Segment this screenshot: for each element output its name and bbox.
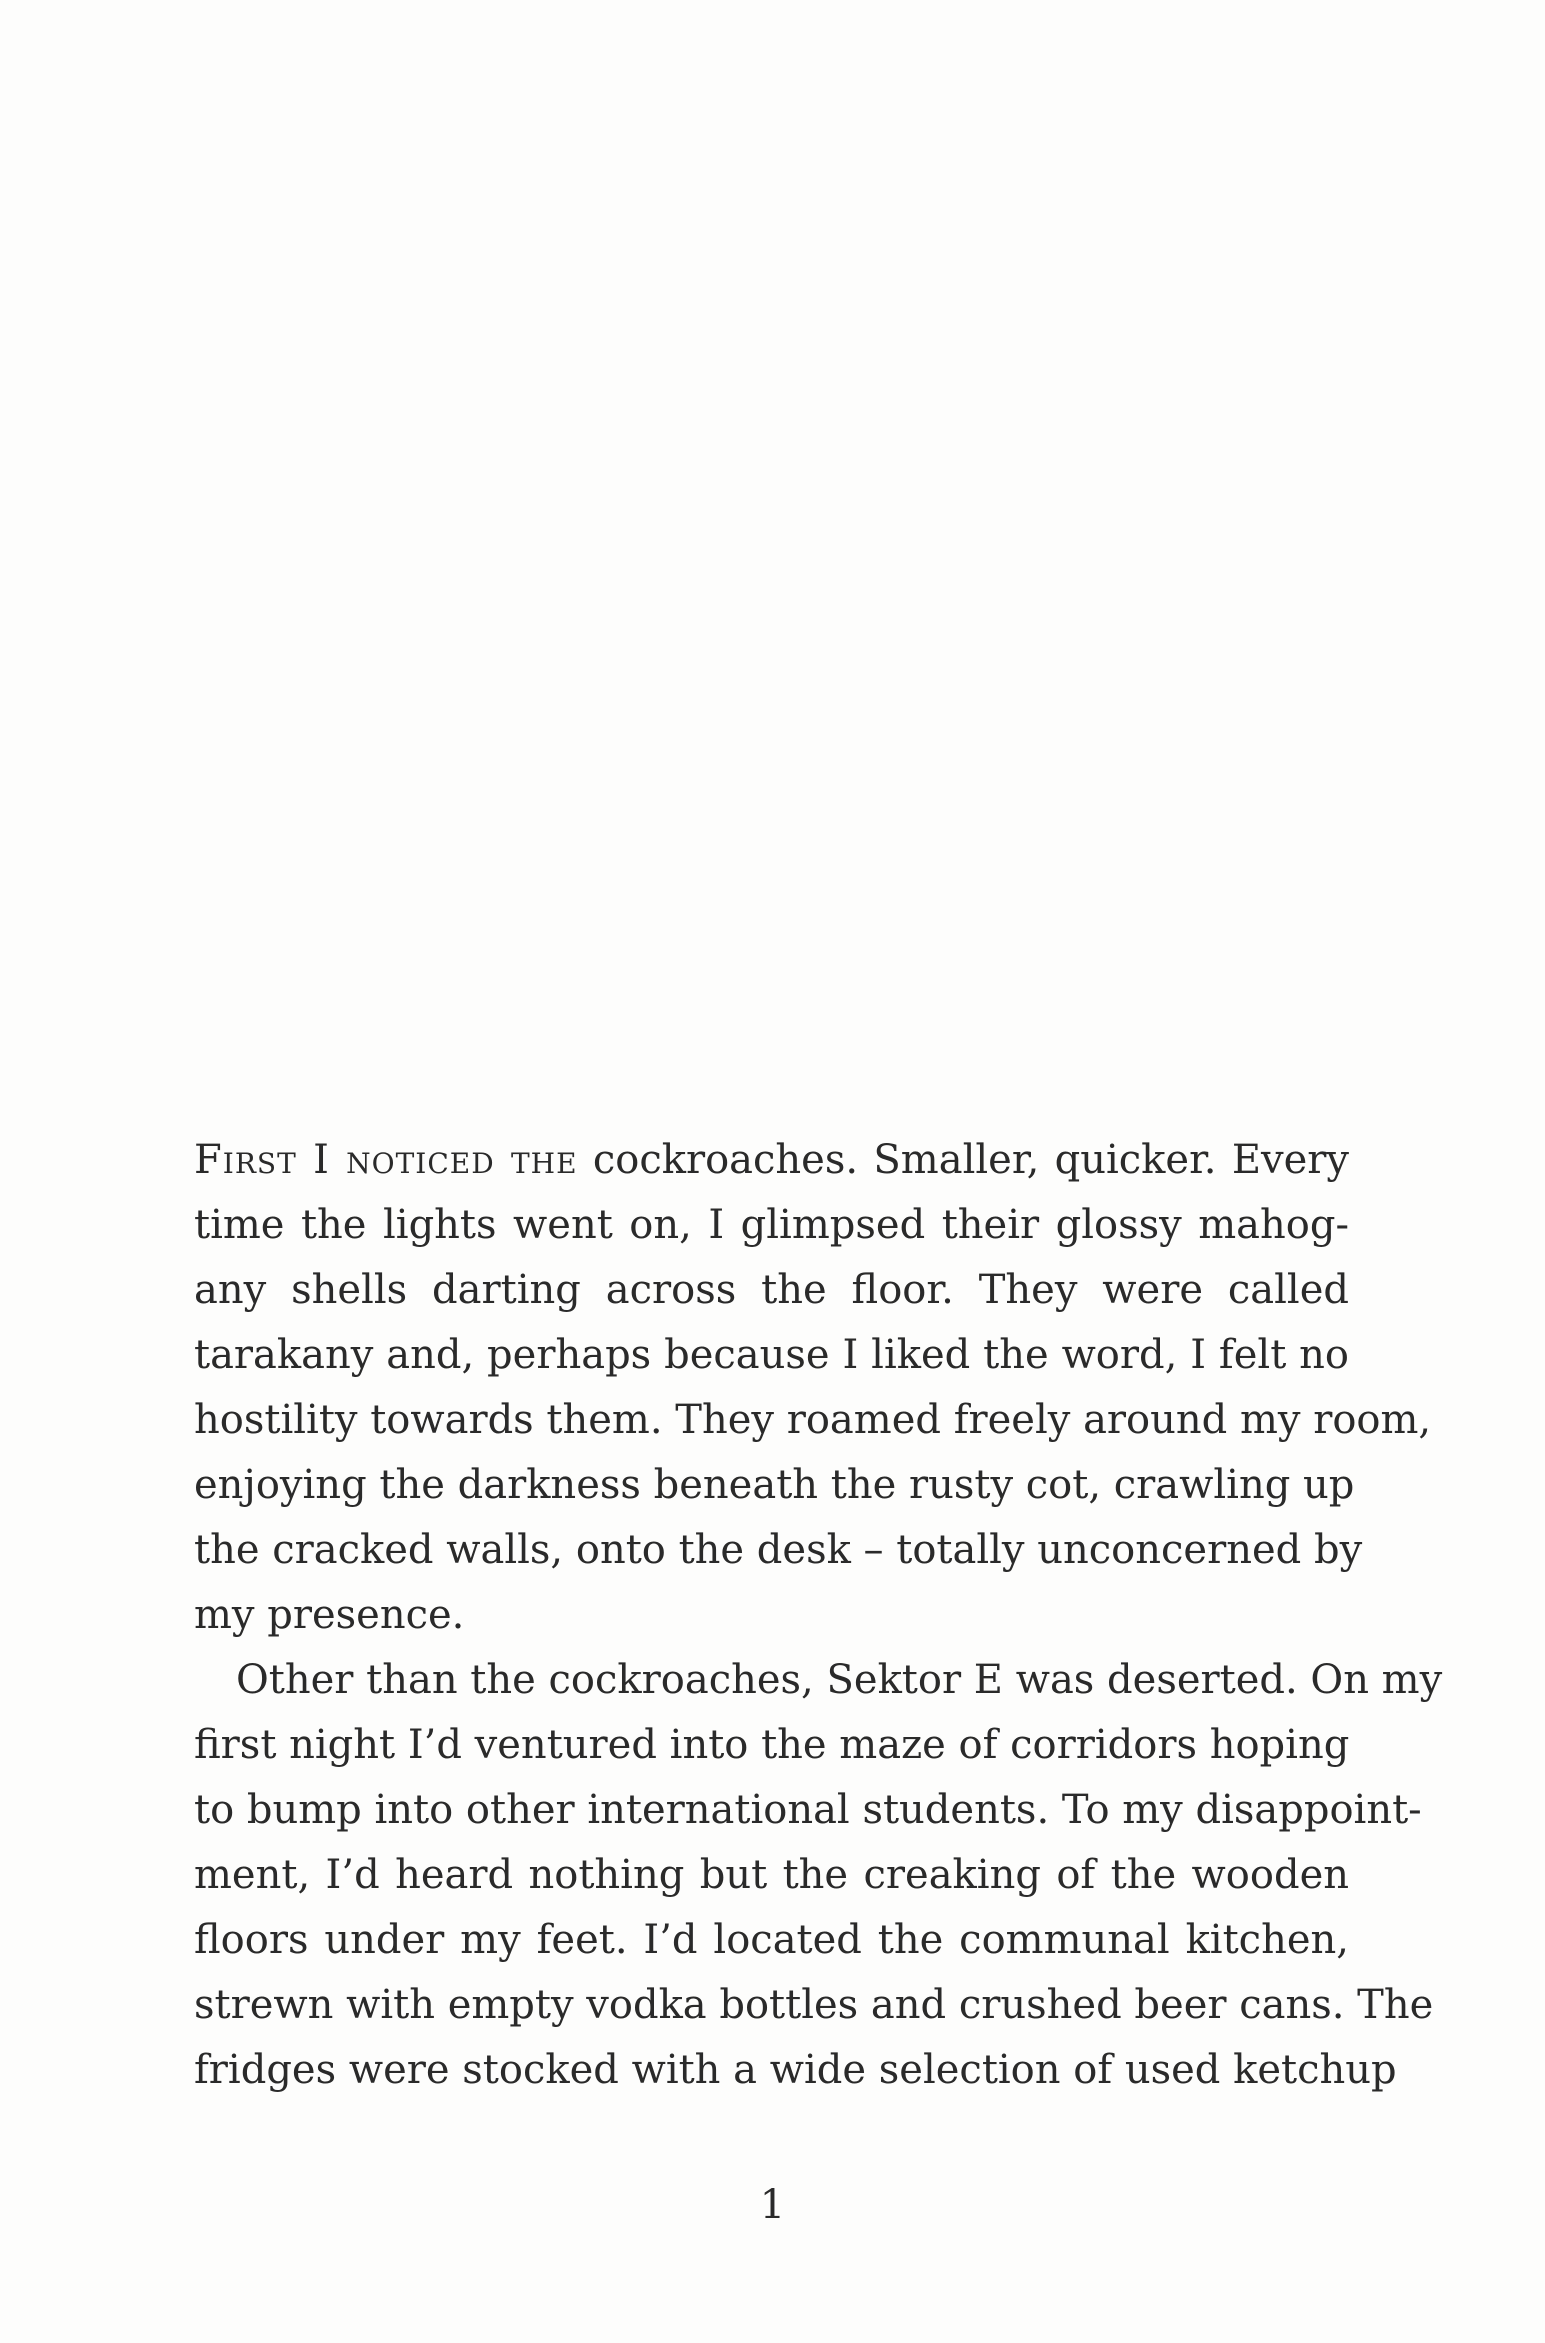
text-line-11: to bump into other international students. To my disappoint- bbox=[194, 1787, 1422, 1833]
text-line-4: tarakany and, perhaps because I liked the word, I felt no bbox=[194, 1332, 1349, 1378]
text-line-13: floors under my feet. I’d located the communal kitchen, bbox=[194, 1917, 1349, 1963]
text-line-1 bbox=[194, 1128, 1349, 1193]
text-line-9: Other than the cockroaches, Sektor E was deserted. On my bbox=[236, 1657, 1443, 1703]
text-line-7: the cracked walls, onto the desk – totally unconcerned by bbox=[194, 1527, 1363, 1573]
text-line-10: first night I’d ventured into the maze of corridors hoping bbox=[194, 1722, 1350, 1768]
text-line-14: strewn with empty vodka bottles and crushed beer cans. The bbox=[194, 1982, 1434, 2028]
page-number: 1 bbox=[759, 2182, 786, 2228]
body-text bbox=[194, 1128, 1443, 2103]
text-line-8: my presence. bbox=[194, 1592, 465, 1638]
text-line-12: ment, I’d heard nothing but the creaking of the wooden bbox=[194, 1852, 1349, 1898]
text-line-3: any shells darting across the floor. They were called bbox=[194, 1267, 1349, 1313]
text-line-6: enjoying the darkness beneath the rusty cot, crawling up bbox=[194, 1462, 1355, 1508]
text-line-15: fridges were stocked with a wide selection of used ketchup bbox=[194, 2047, 1397, 2093]
text-line-2: time the lights went on, I glimpsed their glossy mahog- bbox=[194, 1202, 1349, 1248]
lead-in-small-caps: First I noticed the bbox=[194, 1137, 578, 1183]
first-line-rest: cockroaches. Smaller, quicker. Every bbox=[577, 1137, 1349, 1183]
text-line-5: hostility towards them. They roamed freely around my room, bbox=[194, 1397, 1432, 1443]
